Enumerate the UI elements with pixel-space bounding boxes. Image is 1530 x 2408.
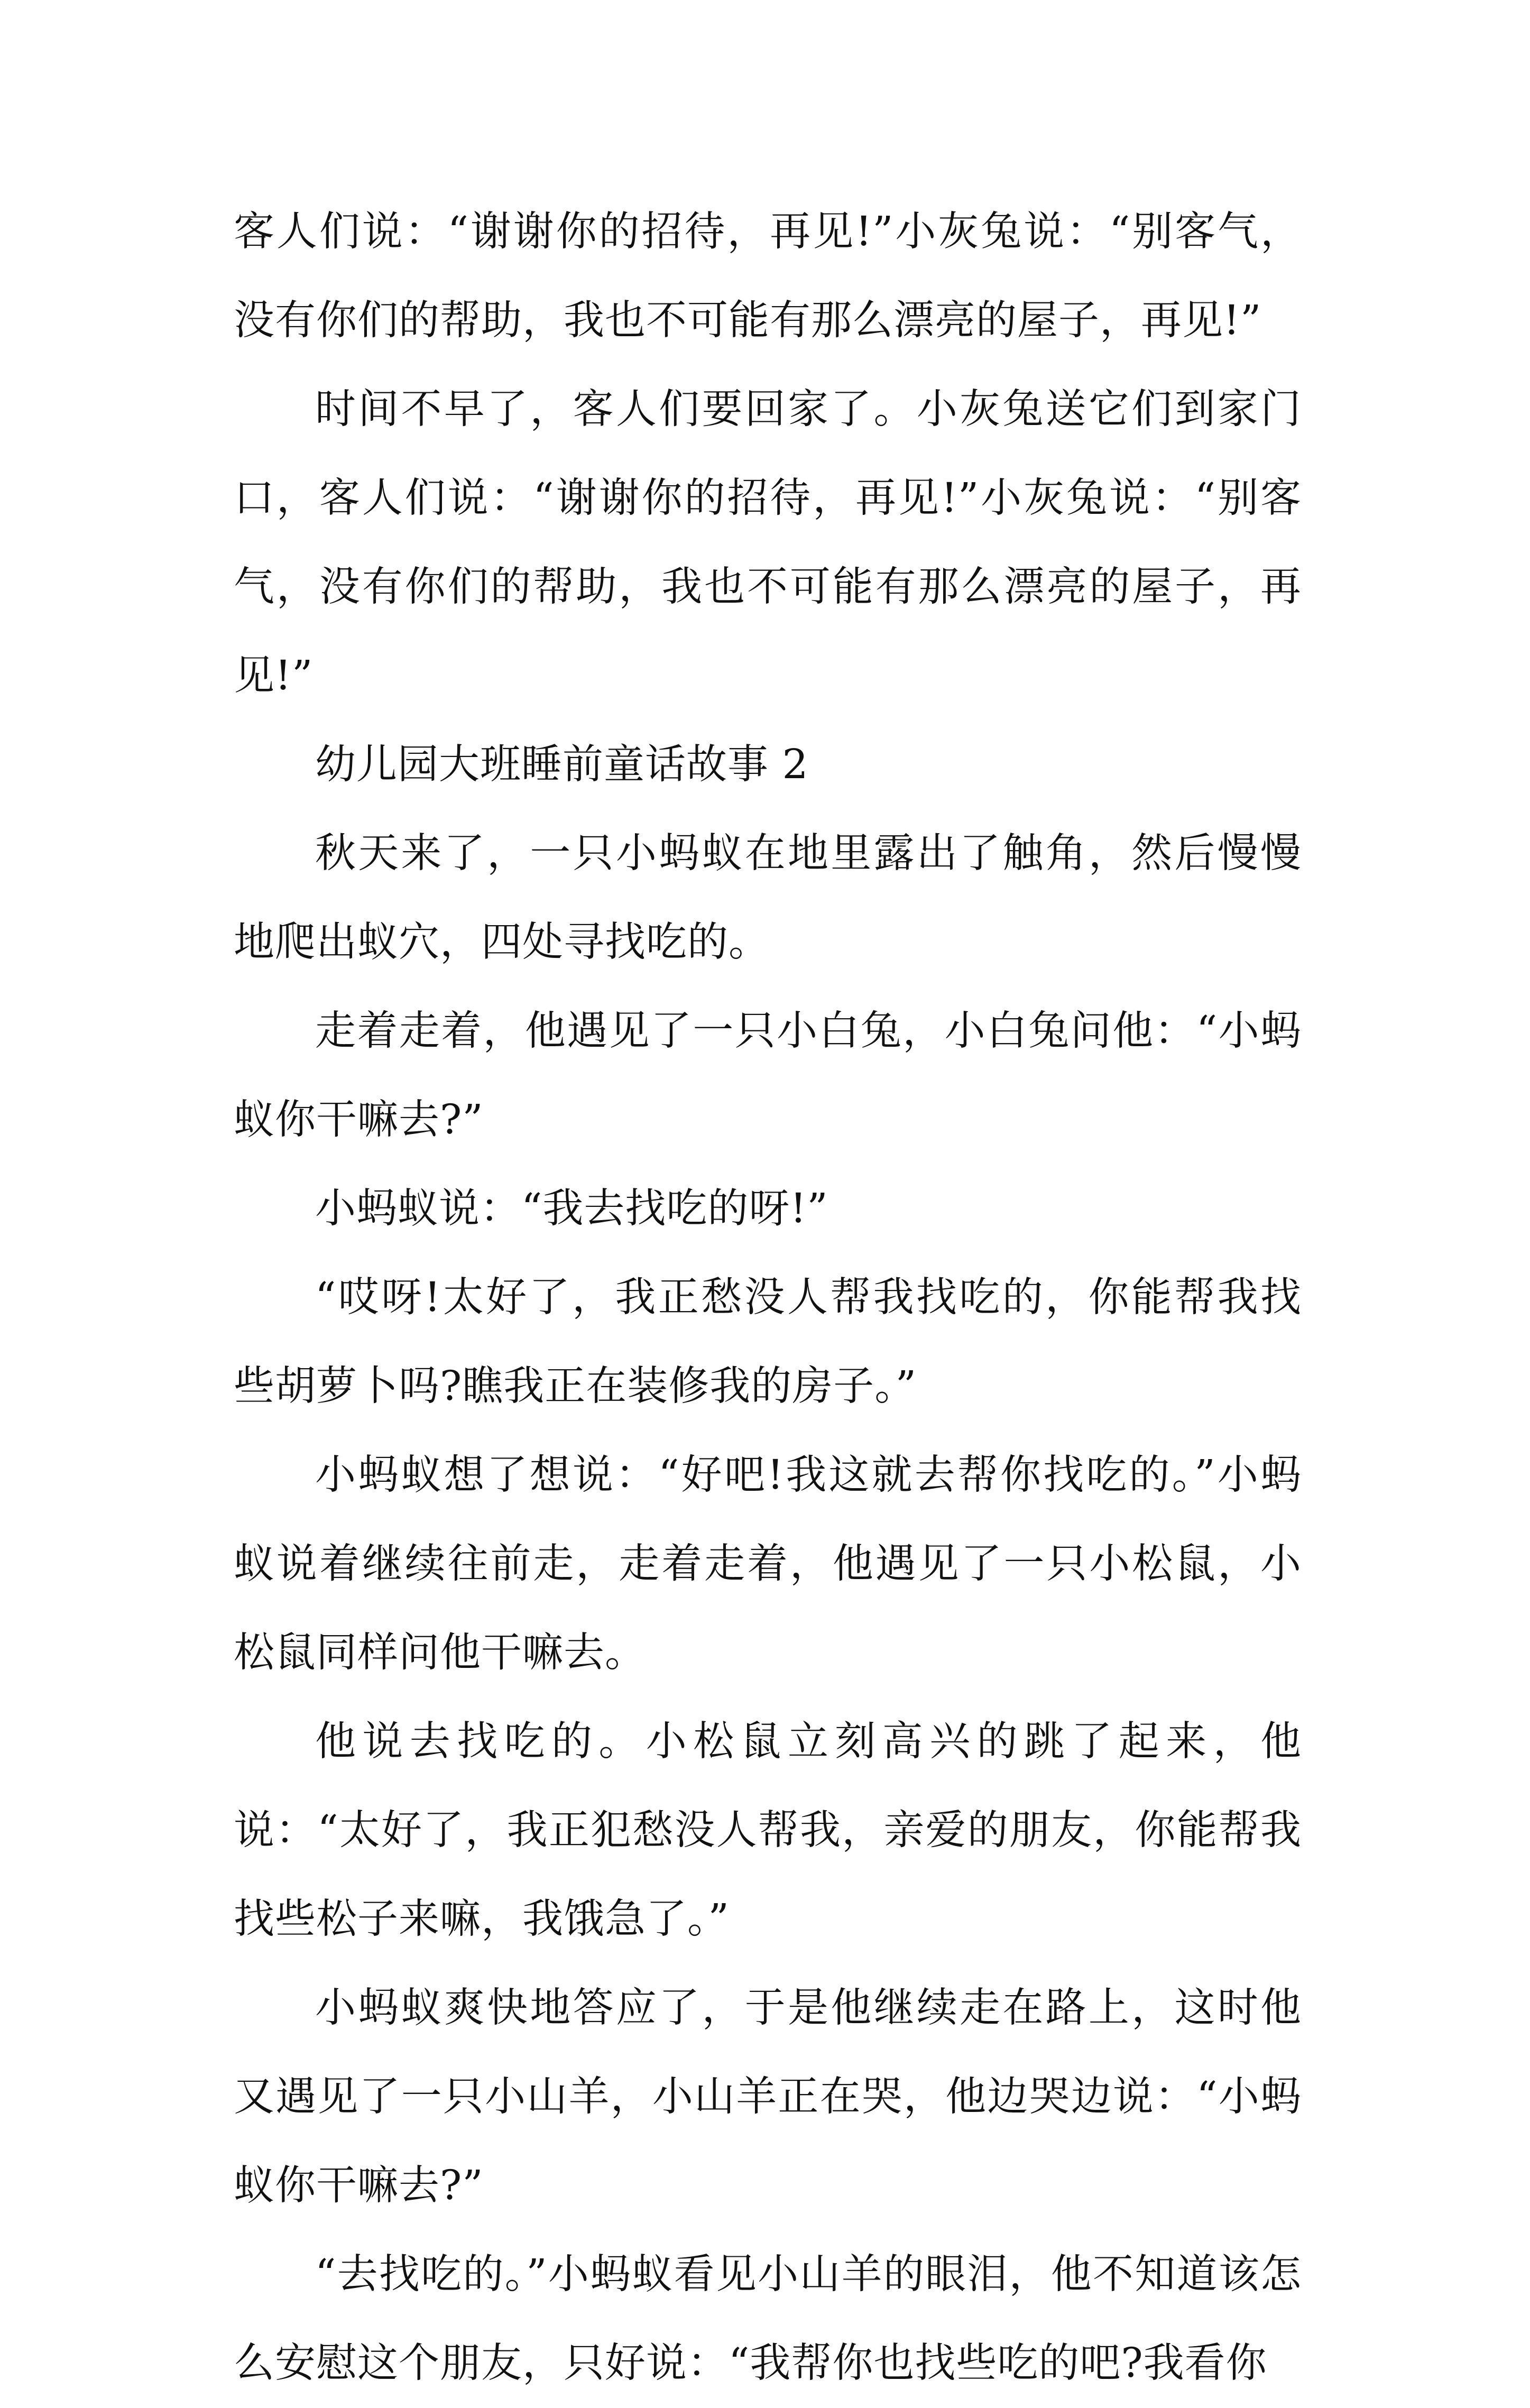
paragraph: 小蚂蚁说：“我去找吃的呀!” xyxy=(315,1185,828,1232)
paragraph: 秋天来了，一只小蚂蚁在地里露出了触角，然后慢慢地爬出蚁穴，四处寻找吃的。 xyxy=(234,830,1302,966)
paragraph: 他说去找吃的。小松鼠立刻高兴的跳了起来，他说：“太好了，我正犯愁没人帮我，亲爱的朋友，你能帮我找些松子来嘛，我饿急了。” xyxy=(234,1718,1302,1943)
story-heading: 幼儿园大班睡前童话故事 2 xyxy=(315,741,809,788)
paragraph: “去找吃的。”小蚂蚁看见小山羊的眼泪，他不知道该怎么安慰这个朋友，只好说：“我帮你也找些吃的吧?我看你 xyxy=(234,2251,1302,2387)
document-body xyxy=(234,188,1302,2408)
paragraph: 客人们说：“谢谢你的招待，再见!”小灰兔说：“别客气，没有你们的帮助，我也不可能有那么漂亮的屋子，再见!” xyxy=(234,208,1302,344)
paragraph: 走着走着，他遇见了一只小白兔，小白兔问他：“小蚂蚁你干嘛去?” xyxy=(234,1008,1302,1143)
paragraph: 小蚂蚁爽快地答应了，于是他继续走在路上，这时他又遇见了一只小山羊，小山羊正在哭，他边哭边说：“小蚂蚁你干嘛去?” xyxy=(234,1985,1302,2209)
paragraph: “哎呀!太好了，我正愁没人帮我找吃的，你能帮我找些胡萝卜吗?瞧我正在装修我的房子。” xyxy=(234,1274,1302,1410)
paragraph: 小蚂蚁想了想说：“好吧!我这就去帮你找吃的。”小蚂蚁说着继续往前走，走着走着，他遇见了一只小松鼠，小松鼠同样问他干嘛去。 xyxy=(234,1452,1302,1676)
paragraph: 时间不早了，客人们要回家了。小灰兔送它们到家门口，客人们说：“谢谢你的招待，再见!”小灰兔说：“别客气，没有你们的帮助，我也不可能有那么漂亮的屋子，再见!” xyxy=(234,386,1302,699)
